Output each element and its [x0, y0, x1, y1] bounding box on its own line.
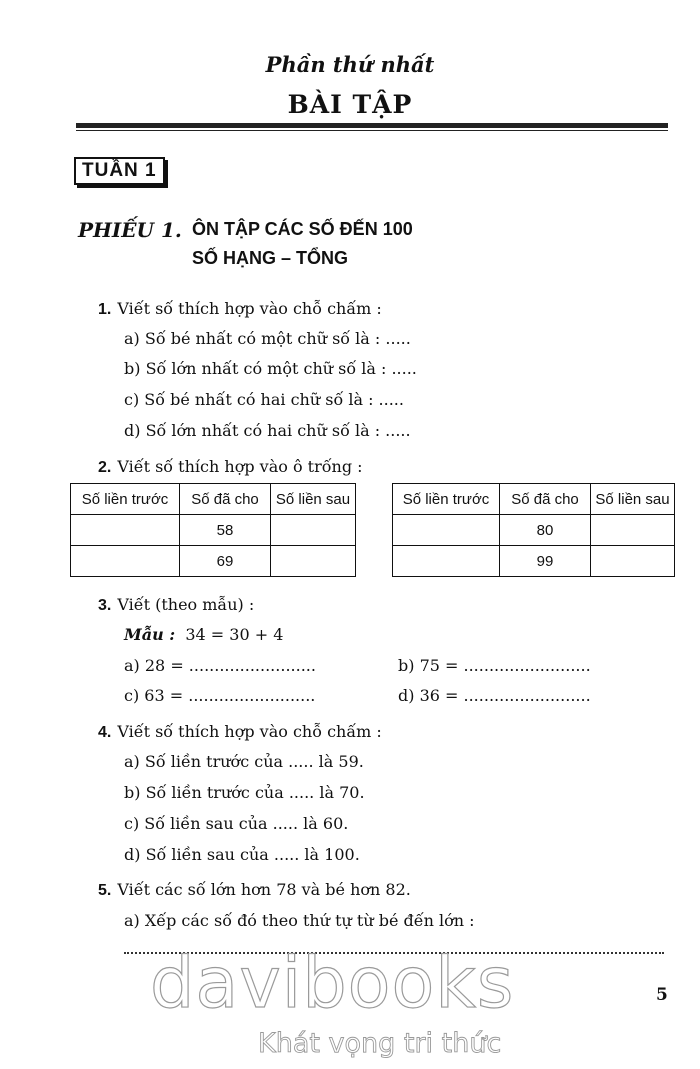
page-number: 5: [656, 985, 668, 1005]
question-text: Viết (theo mẫu) :: [117, 595, 255, 614]
blank-cell[interactable]: [71, 515, 180, 546]
table-header: Số đã cho: [180, 484, 271, 515]
table-header: Số liền sau: [591, 484, 675, 515]
q3-item-d: d) 36 = .........................: [398, 686, 591, 705]
q1-item-c: c) Số bé nhất có hai chữ số là : .....: [124, 390, 404, 409]
q3-item-c: c) 63 = .........................: [124, 686, 316, 705]
watermark-logo: davibooks: [150, 942, 515, 1024]
blank-cell[interactable]: [393, 515, 500, 546]
q4-item-d: d) Số liền sau của ..... là 100.: [124, 845, 360, 864]
question-4: [98, 722, 382, 742]
question-5: [98, 880, 411, 900]
given-number-cell: 99: [500, 546, 591, 577]
sheet-title-line2: SỐ HẠNG – TỔNG: [192, 248, 349, 268]
blank-cell[interactable]: [393, 546, 500, 577]
q1-item-b: b) Số lớn nhất có một chữ số là : .....: [124, 359, 417, 378]
q4-item-a: a) Số liền trước của ..... là 59.: [124, 752, 364, 771]
part-heading: Phần thứ nhất: [265, 52, 435, 77]
table-header: Số liền trước: [71, 484, 180, 515]
number-table-2: [392, 483, 675, 577]
given-number-cell: 58: [180, 515, 271, 546]
question-number: 4.: [98, 724, 112, 741]
sheet-title-line1: ÔN TẬP CÁC SỐ ĐẾN 100: [192, 219, 413, 239]
question-number: 3.: [98, 597, 112, 614]
number-table-1: [70, 483, 356, 577]
week-badge: TUẦN 1: [74, 157, 165, 185]
table-header: Số liền trước: [393, 484, 500, 515]
question-text: Viết các số lớn hơn 78 và bé hơn 82.: [117, 880, 411, 899]
question-number: 5.: [98, 882, 112, 899]
question-2: [98, 457, 363, 477]
question-text: Viết số thích hợp vào chỗ chấm :: [117, 722, 382, 741]
watermark-tagline: Khát vọng tri thức: [258, 1028, 502, 1059]
heading-divider-thin: [76, 130, 668, 131]
table-header: Số liền sau: [271, 484, 356, 515]
blank-cell[interactable]: [271, 515, 356, 546]
q1-item-a: a) Số bé nhất có một chữ số là : .....: [124, 329, 411, 348]
q3-item-b: b) 75 = .........................: [398, 656, 591, 675]
page-title: BÀI TẬP: [287, 90, 413, 119]
question-number: 1.: [98, 301, 112, 318]
sample-label: Mẫu :: [124, 625, 176, 644]
blank-cell[interactable]: [71, 546, 180, 577]
heading-divider: [76, 123, 668, 128]
sample-equation: 34 = 30 + 4: [185, 625, 284, 644]
question-3: [98, 595, 254, 615]
q5-item-a: a) Xếp các số đó theo thứ tự từ bé đến lớn :: [124, 911, 475, 930]
q3-item-a: a) 28 = .........................: [124, 656, 316, 675]
sheet-label: PHIẾU 1.: [78, 218, 182, 242]
q1-item-d: d) Số lớn nhất có hai chữ số là : .....: [124, 421, 411, 440]
blank-cell[interactable]: [271, 546, 356, 577]
question-1: [98, 299, 382, 319]
blank-cell[interactable]: [591, 515, 675, 546]
q4-item-c: c) Số liền sau của ..... là 60.: [124, 814, 349, 833]
q4-item-b: b) Số liền trước của ..... là 70.: [124, 783, 365, 802]
q3-sample: [124, 625, 283, 644]
question-number: 2.: [98, 459, 112, 476]
question-text: Viết số thích hợp vào chỗ chấm :: [117, 299, 382, 318]
blank-cell[interactable]: [591, 546, 675, 577]
question-text: Viết số thích hợp vào ô trống :: [117, 457, 363, 476]
given-number-cell: 80: [500, 515, 591, 546]
table-header: Số đã cho: [500, 484, 591, 515]
given-number-cell: 69: [180, 546, 271, 577]
